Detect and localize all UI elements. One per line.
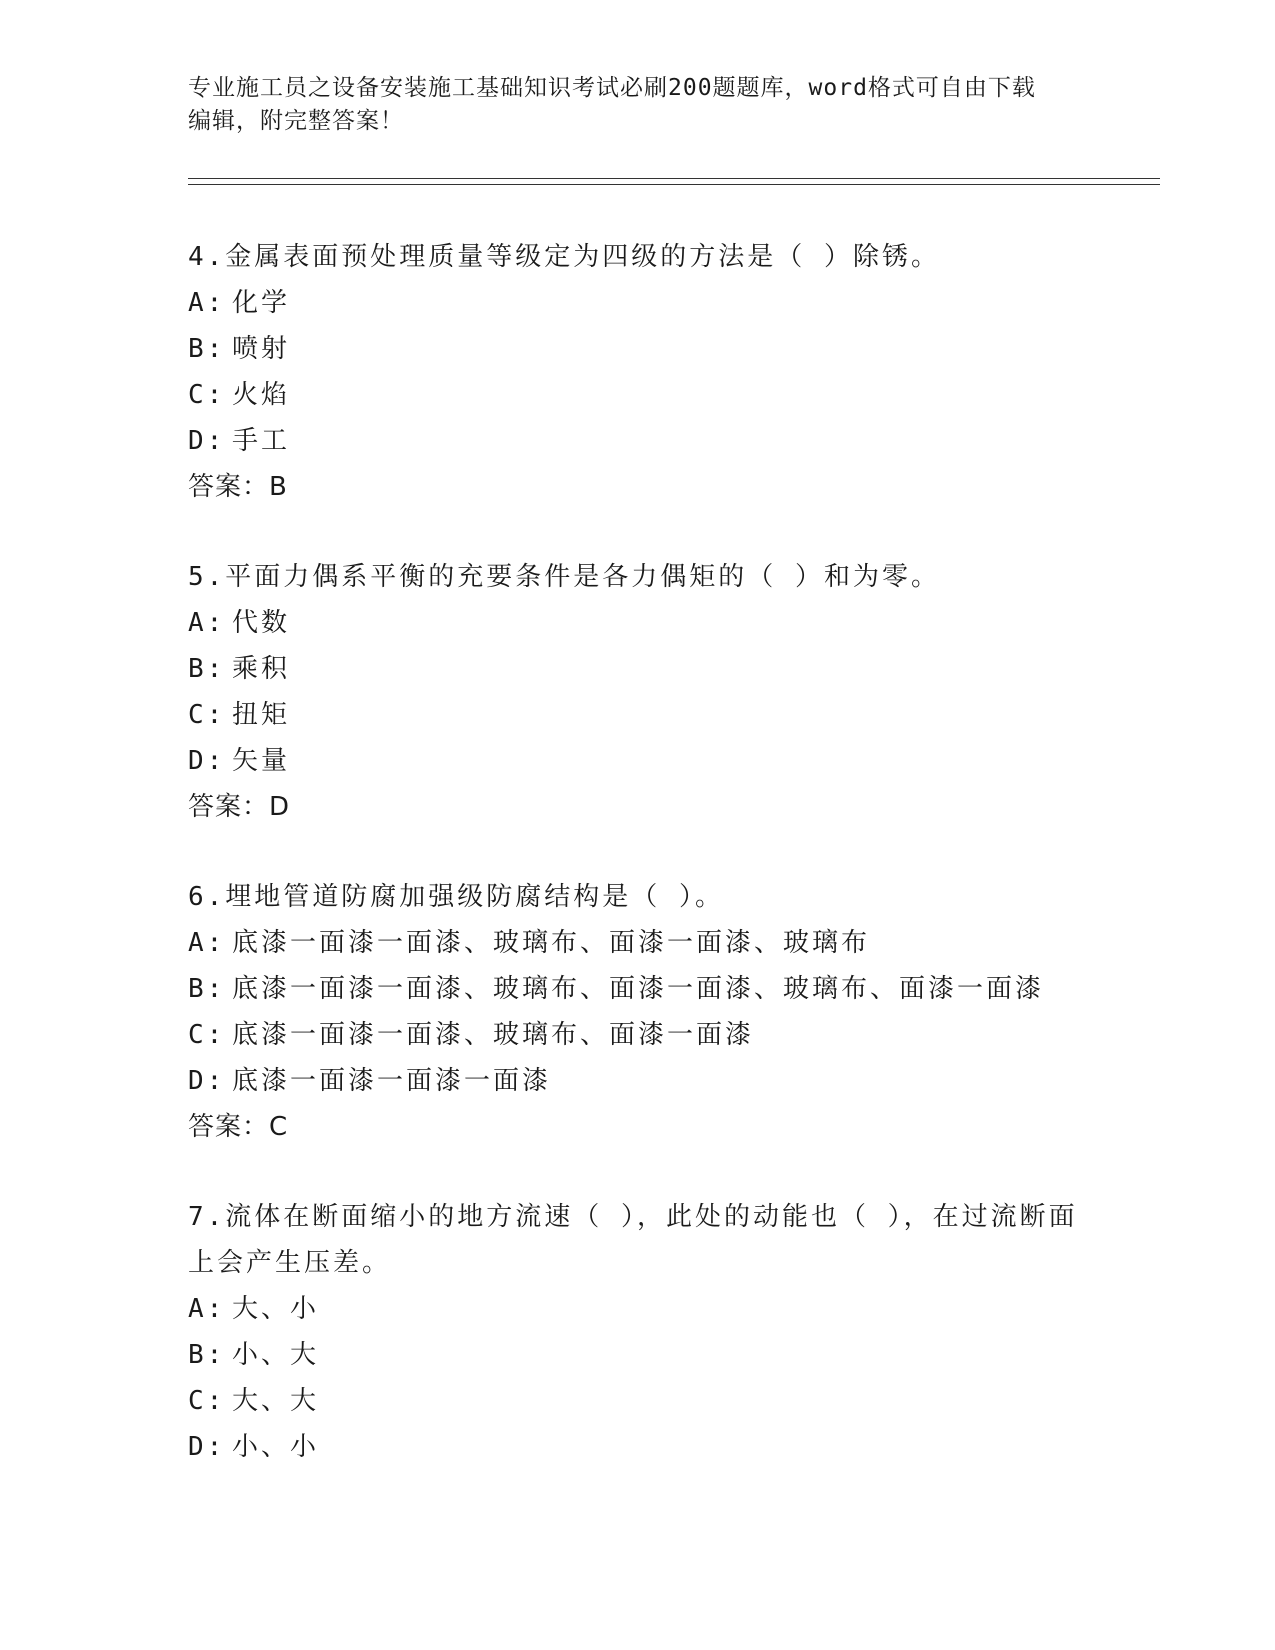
option-key: D: bbox=[188, 426, 226, 456]
option-text: 大、小 bbox=[232, 1294, 320, 1324]
option-key: C: bbox=[188, 1386, 226, 1416]
option-text: 矢量 bbox=[232, 746, 291, 776]
option-b bbox=[188, 646, 1088, 692]
option-text: 底漆一面漆一面漆一面漆 bbox=[232, 1066, 552, 1096]
option-text: 底漆一面漆一面漆、玻璃布、面漆一面漆 bbox=[232, 1020, 755, 1050]
option-key: A: bbox=[188, 608, 226, 638]
answer: 答案：D bbox=[188, 792, 291, 822]
document-header bbox=[188, 72, 1068, 138]
option-key: A: bbox=[188, 928, 226, 958]
option-key: B: bbox=[188, 974, 226, 1004]
option-b bbox=[188, 326, 1088, 372]
option-text: 化学 bbox=[232, 288, 291, 318]
answer: 答案：C bbox=[188, 1112, 289, 1142]
option-key: B: bbox=[188, 1340, 226, 1370]
option-key: C: bbox=[188, 700, 226, 730]
option-d bbox=[188, 1424, 1088, 1470]
option-a bbox=[188, 920, 1088, 966]
question-stem: 7.流体在断面缩小的地方流速（ ），此处的动能也（ ），在过流断面上会产生压差。 bbox=[188, 1202, 1078, 1278]
question-7 bbox=[188, 1194, 1088, 1470]
option-d bbox=[188, 1058, 1088, 1104]
option-key: B: bbox=[188, 654, 226, 684]
option-text: 小、大 bbox=[232, 1340, 320, 1370]
option-key: B: bbox=[188, 334, 226, 364]
option-text: 扭矩 bbox=[232, 700, 291, 730]
question-5 bbox=[188, 554, 1088, 830]
option-key: C: bbox=[188, 1020, 226, 1050]
option-b bbox=[188, 966, 1088, 1012]
option-a bbox=[188, 1286, 1088, 1332]
option-c bbox=[188, 692, 1088, 738]
option-text: 手工 bbox=[232, 426, 291, 456]
question-4 bbox=[188, 234, 1088, 510]
header-divider-bottom bbox=[188, 184, 1160, 185]
option-text: 喷射 bbox=[232, 334, 291, 364]
option-b bbox=[188, 1332, 1088, 1378]
option-key: A: bbox=[188, 1294, 226, 1324]
option-d bbox=[188, 738, 1088, 784]
question-6 bbox=[188, 874, 1088, 1150]
option-a bbox=[188, 280, 1088, 326]
question-stem: 4.金属表面预处理质量等级定为四级的方法是（ ）除锈。 bbox=[188, 242, 940, 272]
question-stem: 5.平面力偶系平衡的充要条件是各力偶矩的（ ）和为零。 bbox=[188, 562, 940, 592]
option-key: A: bbox=[188, 288, 226, 318]
header-line-1: 专业施工员之设备安装施工基础知识考试必刷200题题库，word格式可自由下载 bbox=[188, 75, 1036, 101]
option-c bbox=[188, 372, 1088, 418]
option-text: 大、大 bbox=[232, 1386, 320, 1416]
option-text: 底漆一面漆一面漆、玻璃布、面漆一面漆、玻璃布、面漆一面漆 bbox=[232, 974, 1045, 1004]
option-text: 小、小 bbox=[232, 1432, 320, 1462]
answer: 答案：B bbox=[188, 472, 288, 502]
option-text: 火焰 bbox=[232, 380, 291, 410]
option-text: 乘积 bbox=[232, 654, 291, 684]
option-c bbox=[188, 1012, 1088, 1058]
option-text: 底漆一面漆一面漆、玻璃布、面漆一面漆、玻璃布 bbox=[232, 928, 871, 958]
option-d bbox=[188, 418, 1088, 464]
option-text: 代数 bbox=[232, 608, 291, 638]
option-a bbox=[188, 600, 1088, 646]
option-key: D: bbox=[188, 746, 226, 776]
question-stem: 6.埋地管道防腐加强级防腐结构是（ ）。 bbox=[188, 882, 724, 912]
option-key: D: bbox=[188, 1066, 226, 1096]
option-key: C: bbox=[188, 380, 226, 410]
header-divider-top bbox=[188, 178, 1160, 179]
header-line-2: 编辑，附完整答案！ bbox=[188, 108, 404, 134]
option-key: D: bbox=[188, 1432, 226, 1462]
option-c bbox=[188, 1378, 1088, 1424]
